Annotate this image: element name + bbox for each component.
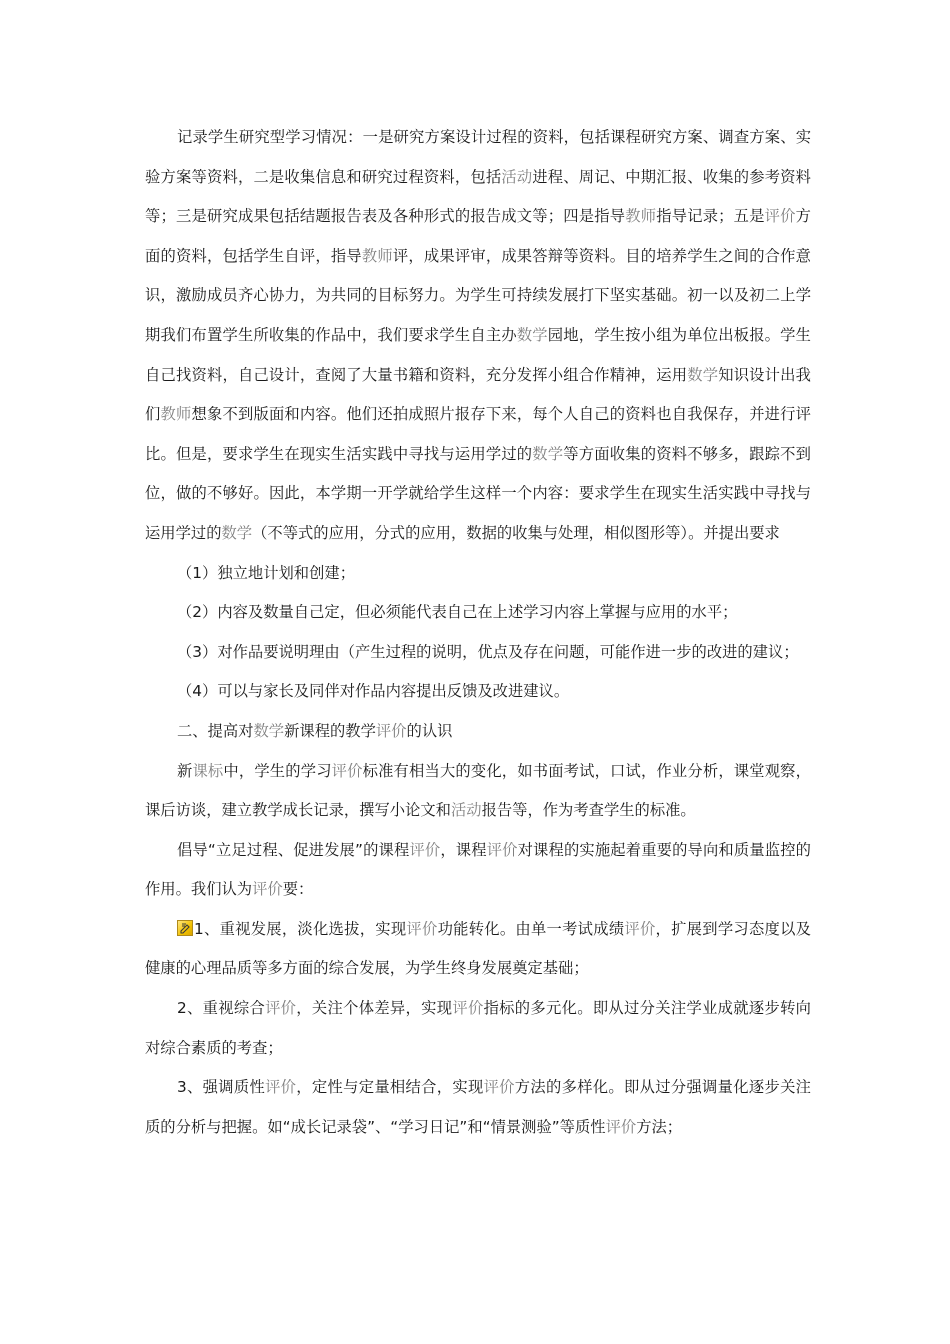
keyword-link[interactable]: 评价 <box>486 840 518 859</box>
keyword-link[interactable]: 评价 <box>265 999 297 1018</box>
text-run: 功能转化。由单一考试成绩 <box>437 919 625 938</box>
keyword-link[interactable]: 教师 <box>160 405 192 424</box>
text-run: ，扩展到学习态度以及健康的心理品质等多方面的综合发展，为学生终身发展奠定基础； <box>145 919 811 978</box>
text-run: 等方面收集的资料不够多，跟踪不到位，做的不够好。因此，本学期一开学就给学生这样一个内容：要求学生在现实生活实践中寻找与运用学过的 <box>145 444 811 542</box>
text-run: 的认识 <box>406 721 453 740</box>
text-run: 评，成果评审，成果答辩等资料。目的培养学生之间的合作意识，激励成员齐心协力，为共同的目标努力。为学生可持续发展打下坚实基础。初一以及初二上学期我们布置学生所收集的作品中，我们要求学生自主办 <box>145 246 811 344</box>
text-run: 对课程的实施起着重要的导向和质量监控的作用。我们认为 <box>145 840 811 899</box>
paragraph-p11 <box>145 1068 811 1147</box>
keyword-link[interactable]: 评价 <box>375 721 407 740</box>
text-run: 新 <box>177 761 193 780</box>
keyword-link[interactable]: 评价 <box>483 1078 515 1097</box>
document-pen-icon[interactable] <box>177 920 193 936</box>
text-run: （2）内容及数量自己定，但必须能代表自己在上述学习内容上掌握与应用的水平； <box>177 603 738 622</box>
paragraph-p2 <box>145 554 811 594</box>
paragraph-p1 <box>145 118 811 554</box>
document-page <box>145 118 811 1147</box>
paragraph-p6 <box>145 712 811 752</box>
keyword-link[interactable]: 评价 <box>452 999 484 1018</box>
keyword-link[interactable]: 评价 <box>406 919 438 938</box>
keyword-link[interactable]: 课标 <box>192 761 224 780</box>
text-run: 1、重视发展，淡化选拔，实现 <box>194 919 407 938</box>
text-run: 指导记录；五是 <box>656 207 765 226</box>
keyword-link[interactable]: 教师 <box>361 246 393 265</box>
keyword-link[interactable]: 数学 <box>516 325 548 344</box>
text-run: 方法的多样化。即从过分强调量化逐步关注质的分析与把握。如“成长记录袋”、“学习日记”和“情景测验”等质性 <box>145 1078 811 1136</box>
keyword-link[interactable]: 教师 <box>625 207 657 226</box>
paragraph-p3 <box>145 593 811 633</box>
keyword-link[interactable]: 评价 <box>265 1078 297 1097</box>
keyword-link[interactable]: 评价 <box>252 880 283 899</box>
text-run: 要： <box>282 880 314 899</box>
text-run: 知识设计出我们 <box>145 365 811 424</box>
keyword-link[interactable]: 数学 <box>532 444 564 463</box>
text-run: （3）对作品要说明理由（产生过程的说明，优点及存在问题，可能作进一步的改进的建议； <box>177 642 799 661</box>
text-run: 想象不到版面和内容。他们还拍成照片报存下来，每个人自己的资料也自我保存，并进行评比。但是，要求学生在现实生活实践中寻找与运用学过的 <box>145 405 811 463</box>
text-run: ，课程 <box>440 840 487 859</box>
keyword-link[interactable]: 评价 <box>409 840 441 859</box>
text-run: 报告等，作为考查学生的标准。 <box>481 801 696 820</box>
text-run: 3、强调质性 <box>177 1078 266 1097</box>
paragraph-p9 <box>145 910 811 989</box>
text-run: 倡导“立足过程、促进发展”的课程 <box>177 840 410 859</box>
keyword-link[interactable]: 活动 <box>450 801 482 820</box>
text-run: 方法； <box>636 1117 683 1136</box>
text-run: 方面的资料，包括学生自评，指导 <box>145 207 811 265</box>
paragraph-p7 <box>145 752 811 831</box>
keyword-link[interactable]: 数学 <box>253 721 285 740</box>
paragraph-p10 <box>145 989 811 1068</box>
text-run: 2、重视综合 <box>177 999 266 1018</box>
paragraph-p8 <box>145 831 811 910</box>
text-run: 二、提高对 <box>177 721 254 740</box>
text-run: 记录学生研究型学习情况：一是研究方案设计过程的资料，包括课程研究方案、调查方案、实验方案等资料，二是收集信息和研究过程资料，包括 <box>145 128 811 186</box>
text-run: ，定性与定量相结合，实现 <box>296 1078 484 1097</box>
text-run: 园地，学生按小组为单位出板报。学生自己找资料，自己设计，查阅了大量书籍和资料，充分发挥小组合作精神，运用 <box>145 325 811 384</box>
keyword-link[interactable]: 评价 <box>605 1117 637 1136</box>
text-run: 标准有相当大的变化，如书面考试，口试，作业分析，课堂观察，课后访谈，建立教学成长记录，撰写小论文和 <box>145 761 811 820</box>
keyword-link[interactable]: 评价 <box>331 761 363 780</box>
text-run: 进程、周记、中期汇报、收集的参考资料等；三是研究成果包括结题报告表及各种形式的报告成文等；四是指导 <box>145 167 811 226</box>
text-run: 指标的多元化。即从过分关注学业成就逐步转向对综合素质的考查； <box>145 999 811 1057</box>
paragraph-p4 <box>145 633 811 673</box>
keyword-link[interactable]: 评价 <box>764 207 796 226</box>
text-run: 新课程的教学 <box>284 721 376 740</box>
keyword-link[interactable]: 活动 <box>501 167 533 186</box>
text-run: 中，学生的学习 <box>223 761 332 780</box>
keyword-link[interactable]: 数学 <box>221 523 253 542</box>
paragraph-p5 <box>145 672 811 712</box>
keyword-link[interactable]: 评价 <box>624 919 656 938</box>
text-run: （1）独立地计划和创建； <box>177 563 355 582</box>
text-run: （4）可以与家长及同伴对作品内容提出反馈及改进建议。 <box>177 682 570 701</box>
text-run: ，关注个体差异，实现 <box>296 999 453 1018</box>
text-run: （不等式的应用，分式的应用，数据的收集与处理，相似图形等）。并提出要求 <box>252 523 780 542</box>
keyword-link[interactable]: 数学 <box>687 365 719 384</box>
